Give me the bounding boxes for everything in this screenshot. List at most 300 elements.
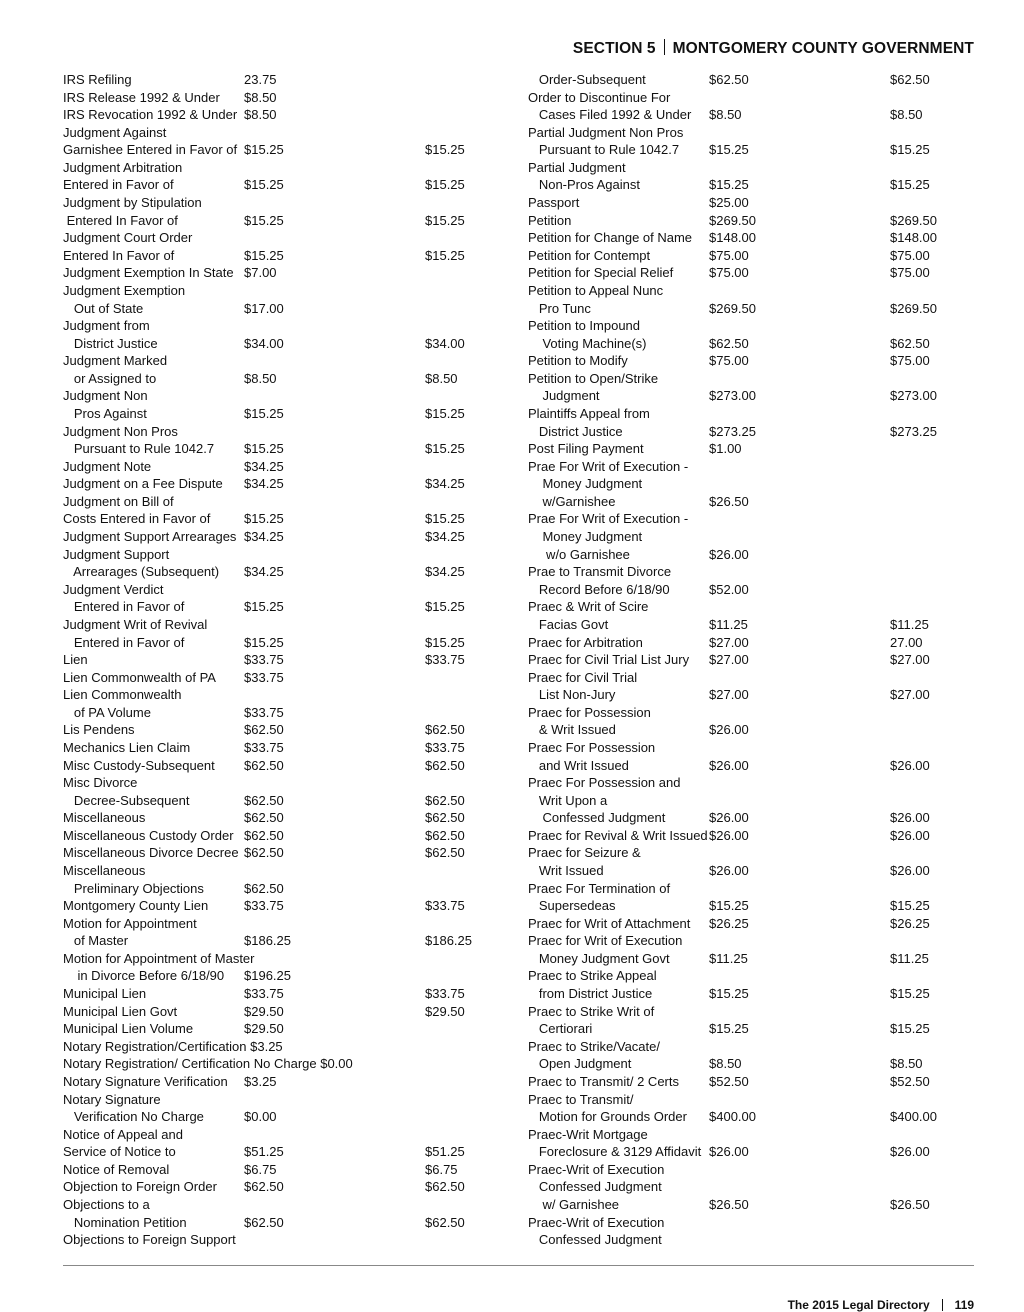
fee-description: Praec for Civil Trial List Jury xyxy=(528,652,690,668)
fee-row xyxy=(63,89,513,107)
fee-description: Praec to Transmit/ xyxy=(528,1091,634,1107)
fee-amount-govt: $75.00 xyxy=(890,353,930,369)
fee-amount-govt: $15.25 xyxy=(425,405,465,421)
fee-amount-govt: $52.50 xyxy=(890,1073,930,1089)
fee-amount: $29.50 xyxy=(244,1003,284,1019)
fee-amount-govt: $33.75 xyxy=(425,986,465,1002)
fee-row xyxy=(63,792,513,810)
fee-row xyxy=(528,792,988,810)
fee-row xyxy=(63,1196,513,1214)
fee-description: Writ Upon a xyxy=(528,792,608,808)
fee-row xyxy=(63,704,513,722)
fee-description: Confessed Judgment xyxy=(528,810,666,826)
fee-row xyxy=(63,264,513,282)
fee-row xyxy=(528,458,988,476)
fee-description: Miscellaneous xyxy=(63,863,146,879)
fee-description: Notary Signature xyxy=(63,1091,161,1107)
fee-amount: $15.25 xyxy=(709,142,749,158)
fee-row xyxy=(63,827,513,845)
fee-row xyxy=(63,282,513,300)
fee-description: Pro Tunc xyxy=(528,300,591,316)
fee-description: Objections to a xyxy=(63,1197,150,1212)
fee-row xyxy=(63,774,513,792)
fee-row xyxy=(63,1178,513,1196)
fee-row xyxy=(528,739,988,757)
fee-amount-govt: $15.25 xyxy=(425,441,465,457)
fee-amount-govt: $62.50 xyxy=(425,810,465,826)
fee-amount: $33.75 xyxy=(244,739,284,755)
fee-amount-govt: $15.25 xyxy=(425,177,465,193)
fee-amount-govt: $75.00 xyxy=(890,265,930,281)
fee-row xyxy=(63,897,513,915)
fee-amount-govt: $33.75 xyxy=(425,652,465,668)
fee-amount: $269.50 xyxy=(709,300,756,316)
fee-description: Judgment Against xyxy=(63,124,167,140)
fee-description: Petition to Impound xyxy=(528,318,641,334)
fee-row xyxy=(63,159,513,177)
fee-row xyxy=(528,300,988,318)
fee-amount-govt: $62.50 xyxy=(890,72,930,87)
fee-row xyxy=(528,1126,988,1144)
fee-description: Money Judgment Govt xyxy=(528,950,670,966)
fee-row xyxy=(528,124,988,142)
fee-amount-govt: $15.25 xyxy=(425,247,465,263)
fee-description: Partial Judgment Non Pros xyxy=(528,124,684,140)
fee-row xyxy=(63,212,513,230)
fee-amount: $33.75 xyxy=(244,986,284,1002)
fee-amount-govt: $27.00 xyxy=(890,652,930,668)
fee-description: Praec for Writ of Execution xyxy=(528,933,683,949)
fee-row xyxy=(528,581,988,599)
fee-amount: $196.25 xyxy=(244,968,291,984)
fee-description: and Writ Issued xyxy=(528,757,629,773)
fee-amount: $26.00 xyxy=(709,827,749,843)
fee-amount: $15.25 xyxy=(244,142,284,158)
fee-row xyxy=(63,616,513,634)
fee-row xyxy=(528,827,988,845)
fee-row xyxy=(528,194,988,212)
fee-description: Notice of Removal xyxy=(63,1161,170,1177)
fee-amount-govt: $62.50 xyxy=(425,757,465,773)
fee-row xyxy=(63,967,513,985)
fee-amount-govt: $11.25 xyxy=(890,616,929,632)
fee-description: Entered In Favor of xyxy=(63,212,178,228)
fee-description: Municipal Lien Govt xyxy=(63,1003,178,1019)
fee-row xyxy=(528,634,988,652)
fee-description: Misc Divorce xyxy=(63,775,138,791)
fee-description: Prae For Writ of Execution - xyxy=(528,458,689,474)
fee-amount: $6.75 xyxy=(244,1161,277,1177)
fee-row xyxy=(63,915,513,933)
fee-row xyxy=(63,71,513,89)
fee-row xyxy=(63,1214,513,1232)
fee-row xyxy=(63,809,513,827)
fee-row xyxy=(63,440,513,458)
fee-description: Judgment Non xyxy=(63,388,148,404)
fee-amount-govt: $34.25 xyxy=(425,529,465,545)
fee-row xyxy=(528,159,988,177)
fee-description: Petition for Contempt xyxy=(528,247,651,263)
fee-row xyxy=(63,247,513,265)
fee-description: Praec to Transmit/ 2 Certs xyxy=(528,1073,679,1089)
fee-description: Non-Pros Against xyxy=(528,177,640,193)
fee-row xyxy=(528,616,988,634)
fee-description: Judgment from xyxy=(63,318,150,334)
fee-amount: $62.50 xyxy=(244,1179,284,1195)
fee-amount-govt: $62.50 xyxy=(425,792,465,808)
fee-row xyxy=(528,1020,988,1038)
footer-rule xyxy=(63,1265,974,1266)
fee-amount: $62.50 xyxy=(244,757,284,773)
fee-amount-govt: $62.50 xyxy=(890,335,930,351)
fee-amount-govt: $26.00 xyxy=(890,827,930,843)
fee-description: Miscellaneous xyxy=(63,810,146,826)
fee-amount-govt: $51.25 xyxy=(425,1144,465,1160)
fee-amount-govt: $8.50 xyxy=(890,107,923,123)
fee-row xyxy=(528,809,988,827)
page-header xyxy=(573,39,974,58)
fee-description: or Assigned to xyxy=(63,370,157,386)
fee-description: Post Filing Payment xyxy=(528,441,644,457)
fee-amount: $148.00 xyxy=(709,230,756,246)
fee-amount: $62.50 xyxy=(244,722,284,738)
fee-amount: $27.00 xyxy=(709,652,749,668)
fee-list-right-column xyxy=(528,71,988,1249)
fee-amount: $34.25 xyxy=(244,564,284,580)
fee-row xyxy=(528,1091,988,1109)
fee-description: Municipal Lien Volume xyxy=(63,1021,194,1037)
fee-row xyxy=(528,704,988,722)
fee-row xyxy=(528,282,988,300)
fee-row xyxy=(528,405,988,423)
fee-amount-govt: $15.25 xyxy=(425,142,465,158)
fee-amount: $15.25 xyxy=(709,986,749,1002)
fee-description: Objection to Foreign Order xyxy=(63,1179,217,1195)
fee-description: Judgment on a Fee Dispute xyxy=(63,476,223,492)
fee-row xyxy=(63,1231,513,1249)
fee-amount: 23.75 xyxy=(244,72,277,87)
fee-amount: $273.00 xyxy=(709,388,756,404)
fee-description: w/o Garnishee xyxy=(528,546,630,562)
fee-row xyxy=(63,335,513,353)
fee-description: District Justice xyxy=(528,423,623,439)
fee-description: in Divorce Before 6/18/90 xyxy=(63,968,225,984)
fee-amount: $15.25 xyxy=(244,441,284,457)
fee-amount-govt: $148.00 xyxy=(890,230,937,246)
fee-description: Praec-Writ Mortgage xyxy=(528,1126,648,1142)
fee-description: Judgment Court Order xyxy=(63,230,193,246)
fee-amount: $15.25 xyxy=(709,177,749,193)
fee-amount: $15.25 xyxy=(244,599,284,615)
fee-amount-govt: $15.25 xyxy=(890,177,930,193)
fee-description: Record Before 6/18/90 xyxy=(528,581,670,597)
fee-row xyxy=(63,475,513,493)
fee-amount: $27.00 xyxy=(709,634,749,650)
fee-row xyxy=(63,669,513,687)
fee-description: from District Justice xyxy=(528,986,653,1002)
fee-amount: $34.00 xyxy=(244,335,284,351)
fee-description: Prae For Writ of Execution - xyxy=(528,511,689,527)
fee-amount-govt: $15.25 xyxy=(425,511,465,527)
fee-row xyxy=(63,1038,513,1056)
fee-row xyxy=(528,176,988,194)
page-number: 119 xyxy=(954,1298,974,1312)
fee-amount: $75.00 xyxy=(709,265,749,281)
fee-description: Lis Pendens xyxy=(63,722,135,738)
fee-amount-govt: $26.00 xyxy=(890,757,930,773)
section-label: SECTION 5 xyxy=(572,40,656,57)
fee-description: Arrearages (Subsequent) xyxy=(63,564,220,580)
fee-row xyxy=(63,458,513,476)
fee-amount: $62.50 xyxy=(709,72,749,87)
fee-row xyxy=(528,598,988,616)
fee-row xyxy=(63,124,513,142)
fee-amount: $25.00 xyxy=(709,195,749,211)
fee-row xyxy=(528,475,988,493)
fee-amount: $0.00 xyxy=(244,1109,277,1125)
fee-row xyxy=(63,493,513,511)
fee-amount-govt: $8.50 xyxy=(425,370,458,386)
section-title: MONTGOMERY COUNTY GOVERNMENT xyxy=(672,40,974,57)
fee-description: Open Judgment xyxy=(528,1056,632,1072)
fee-description: Praec for Writ of Attachment xyxy=(528,915,691,931)
fee-description: Certiorari xyxy=(528,1021,593,1037)
fee-row xyxy=(63,370,513,388)
fee-row xyxy=(63,229,513,247)
fee-description: Voting Machine(s) xyxy=(528,335,647,351)
fee-description: Praec For Possession xyxy=(528,739,656,755)
fee-description: Lien Commonwealth of PA xyxy=(63,669,216,685)
fee-row xyxy=(528,89,988,107)
fee-row xyxy=(63,1003,513,1021)
fee-description: Judgment Verdict xyxy=(63,581,164,597)
fee-description: Pros Against xyxy=(63,405,147,421)
fee-description: Confessed Judgment xyxy=(528,1232,662,1248)
fee-description: Praec For Termination of xyxy=(528,880,671,896)
fee-amount: $3.25 xyxy=(244,1073,277,1089)
publication-title: The 2015 Legal Directory xyxy=(787,1298,930,1312)
fee-amount-govt: $34.25 xyxy=(425,564,465,580)
fee-description: Order to Discontinue For xyxy=(528,89,671,105)
fee-description: Costs Entered in Favor of xyxy=(63,511,211,527)
fee-row xyxy=(528,71,988,89)
fee-amount: $52.00 xyxy=(709,581,749,597)
fee-row xyxy=(63,581,513,599)
fee-description: Praec For Possession and xyxy=(528,775,681,791)
fee-row xyxy=(528,1003,988,1021)
fee-row xyxy=(528,967,988,985)
fee-description: Petition for Special Relief xyxy=(528,265,674,281)
fee-description: Money Judgment xyxy=(528,529,643,545)
fee-row xyxy=(63,1073,513,1091)
fee-description: of PA Volume xyxy=(63,704,151,720)
fee-row xyxy=(528,880,988,898)
fee-description: Praec for Civil Trial xyxy=(528,669,638,685)
fee-amount-govt: $269.50 xyxy=(890,300,937,316)
fee-amount-govt: $15.25 xyxy=(890,986,930,1002)
fee-description: Judgment Note xyxy=(63,458,152,474)
fee-row xyxy=(528,1161,988,1179)
fee-description: Entered in Favor of xyxy=(63,177,174,193)
fee-amount: $26.00 xyxy=(709,722,749,738)
fee-description: Municipal Lien xyxy=(63,986,147,1002)
fee-description: Pursuant to Rule 1042.7 xyxy=(528,142,680,158)
fee-amount: $62.50 xyxy=(244,880,284,896)
fee-description: Service of Notice to xyxy=(63,1144,176,1160)
fee-row xyxy=(63,1161,513,1179)
fee-row xyxy=(528,669,988,687)
fee-row xyxy=(528,546,988,564)
fee-row xyxy=(528,563,988,581)
fee-description: Praec for Arbitration xyxy=(528,634,643,650)
fee-description: Entered In Favor of xyxy=(63,247,175,263)
fee-description: w/Garnishee xyxy=(528,493,616,509)
fee-description: Petition to Open/Strike xyxy=(528,370,659,386)
fee-description: IRS Revocation 1992 & Under xyxy=(63,107,238,123)
fee-row xyxy=(528,510,988,528)
fee-amount: $15.25 xyxy=(244,177,284,193)
fee-description: Notary Signature Verification xyxy=(63,1073,228,1089)
fee-description: Money Judgment xyxy=(528,476,643,492)
fee-amount-govt: $269.50 xyxy=(890,212,937,228)
fee-description: Praec to Strike/Vacate/ xyxy=(528,1038,660,1054)
fee-amount: $26.00 xyxy=(709,757,749,773)
fee-amount-govt: $27.00 xyxy=(890,687,930,703)
fee-description: Notice of Appeal and xyxy=(63,1126,183,1142)
fee-amount-govt: $33.75 xyxy=(425,739,465,755)
fee-amount: $29.50 xyxy=(244,1021,284,1037)
fee-description: Mechanics Lien Claim xyxy=(63,739,191,755)
fee-row xyxy=(528,862,988,880)
fee-description: Lien Commonwealth xyxy=(63,687,182,703)
fee-row xyxy=(528,141,988,159)
fee-description: Motion for Appointment xyxy=(63,915,197,931)
fee-description: Facias Govt xyxy=(528,616,609,632)
fee-amount: $26.25 xyxy=(709,915,749,931)
fee-description: Prae to Transmit Divorce xyxy=(528,564,672,580)
fee-amount: $34.25 xyxy=(244,476,284,492)
fee-row xyxy=(528,387,988,405)
fee-amount: $26.50 xyxy=(709,1197,749,1212)
fee-description: Notary Registration/Certification $3.25 xyxy=(63,1038,283,1054)
fee-row xyxy=(63,141,513,159)
fee-amount: $7.00 xyxy=(244,265,277,281)
fee-row xyxy=(528,212,988,230)
fee-row xyxy=(63,1126,513,1144)
fee-row xyxy=(528,897,988,915)
fee-row xyxy=(528,651,988,669)
fee-row xyxy=(528,247,988,265)
fee-row xyxy=(63,510,513,528)
fee-row xyxy=(63,1143,513,1161)
fee-description: Passport xyxy=(528,195,580,211)
fee-amount-govt: $15.25 xyxy=(890,898,930,914)
fee-description: w/ Garnishee xyxy=(528,1197,620,1212)
fee-row xyxy=(528,264,988,282)
fee-row xyxy=(528,932,988,950)
fee-description: Entered in Favor of xyxy=(63,634,185,650)
fee-amount-govt: $62.50 xyxy=(425,722,465,738)
fee-row xyxy=(528,106,988,124)
fee-row xyxy=(63,1055,513,1073)
fee-amount: $52.50 xyxy=(709,1073,749,1089)
fee-amount-govt: $15.25 xyxy=(890,142,930,158)
fee-row xyxy=(63,106,513,124)
fee-amount: $34.25 xyxy=(244,529,284,545)
fee-description: of Master xyxy=(63,933,129,949)
fee-description: Praec-Writ of Execution xyxy=(528,1214,665,1230)
fee-amount: $62.50 xyxy=(709,335,749,351)
fee-amount-govt: $273.00 xyxy=(890,388,937,404)
footer-divider xyxy=(942,1299,943,1311)
fee-amount-govt: $33.75 xyxy=(425,898,465,914)
fee-description: Petition for Change of Name xyxy=(528,230,693,246)
fee-description: Judgment Support Arrearages xyxy=(63,529,237,545)
fee-description: Praec for Seizure & xyxy=(528,845,641,861)
fee-amount: $8.50 xyxy=(709,107,742,123)
fee-amount: $26.00 xyxy=(709,546,749,562)
fee-amount: $33.75 xyxy=(244,898,284,914)
fee-amount-govt: $26.00 xyxy=(890,863,930,879)
fee-row xyxy=(528,985,988,1003)
fee-row xyxy=(63,387,513,405)
fee-description: Nomination Petition xyxy=(63,1214,187,1230)
fee-description: Out of State xyxy=(63,300,144,316)
fee-description: Judgment on Bill of xyxy=(63,493,174,509)
fee-row xyxy=(63,932,513,950)
fee-description: Petition to Modify xyxy=(528,353,628,369)
fee-amount: $26.00 xyxy=(709,810,749,826)
fee-description: Praec to Strike Appeal xyxy=(528,968,657,984)
fee-row xyxy=(528,229,988,247)
fee-amount: $62.50 xyxy=(244,810,284,826)
fee-description: IRS Release 1992 & Under xyxy=(63,89,220,105)
fee-amount: $62.50 xyxy=(244,792,284,808)
fee-amount: $15.25 xyxy=(244,212,284,228)
fee-row xyxy=(63,651,513,669)
fee-description: Motion for Appointment of Master xyxy=(63,950,255,966)
fee-description: District Justice xyxy=(63,335,158,351)
fee-amount-govt: $34.25 xyxy=(425,476,465,492)
fee-amount: $8.50 xyxy=(244,370,277,386)
fee-amount-govt: $26.00 xyxy=(890,810,930,826)
fee-amount: $75.00 xyxy=(709,353,749,369)
fee-description: Montgomery County Lien xyxy=(63,898,209,914)
fee-amount-govt: $34.00 xyxy=(425,335,465,351)
fee-amount: $33.75 xyxy=(244,652,284,668)
fee-row xyxy=(63,1108,513,1126)
fee-description: Praec-Writ of Execution xyxy=(528,1161,665,1177)
fee-row xyxy=(63,528,513,546)
fee-row xyxy=(528,493,988,511)
fee-amount: $11.25 xyxy=(709,616,748,632)
fee-amount: $8.50 xyxy=(244,107,277,123)
fee-description: Confessed Judgment xyxy=(528,1179,662,1195)
fee-description: Petition xyxy=(528,212,572,228)
fee-description: Praec & Writ of Scire xyxy=(528,599,649,615)
fee-amount-govt: $62.50 xyxy=(425,827,465,843)
fee-description: Lien xyxy=(63,652,88,668)
fee-description: Judgment Support xyxy=(63,546,170,562)
fee-description: IRS Refiling xyxy=(63,72,132,87)
fee-amount-govt: $15.25 xyxy=(425,634,465,650)
fee-amount: $62.50 xyxy=(244,845,284,861)
fee-amount-govt: $26.50 xyxy=(890,1197,930,1212)
fee-row xyxy=(528,721,988,739)
fee-description: Judgment Marked xyxy=(63,353,168,369)
fee-amount: $15.25 xyxy=(244,405,284,421)
fee-description: Judgment Arbitration xyxy=(63,159,183,175)
